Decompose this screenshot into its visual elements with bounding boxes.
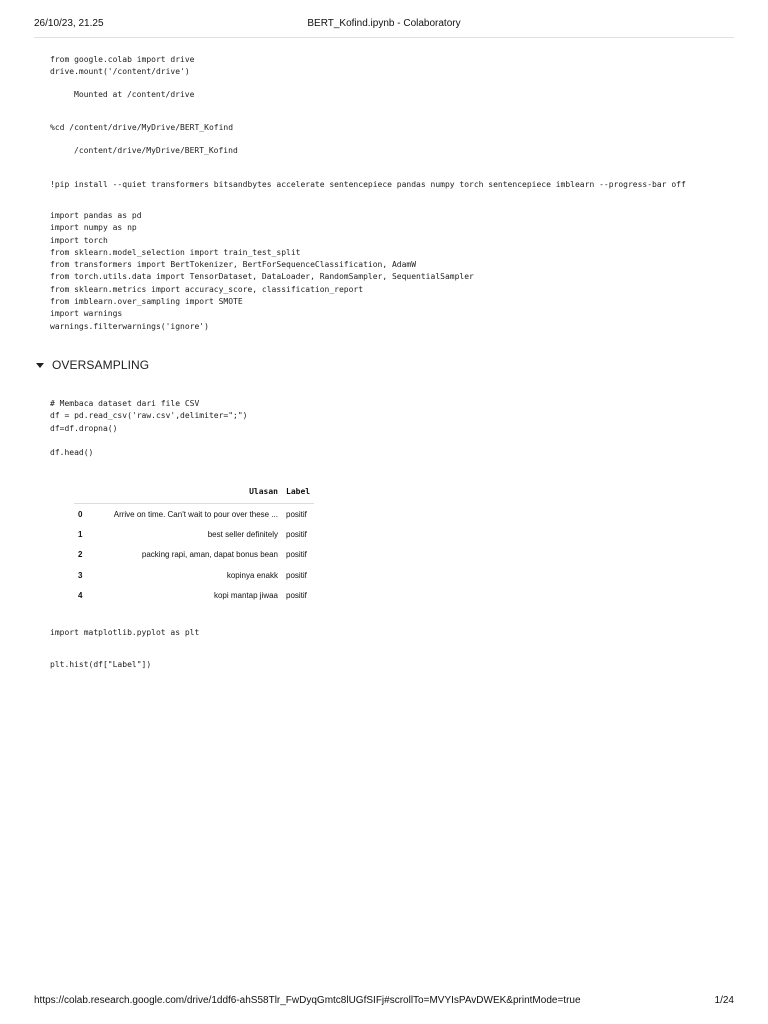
row-index: 0 [74, 504, 96, 525]
table-row [74, 524, 314, 544]
dataframe-output-table [74, 485, 314, 605]
code-cell-cd[interactable]: %cd /content/drive/MyDrive/BERT_Kofind [50, 123, 234, 132]
table-row [74, 565, 314, 585]
page-number: 1/24 [714, 995, 734, 1006]
cell-ulasan: kopinya enakk [226, 570, 278, 580]
cell-label: positif [282, 545, 314, 565]
code-cell-mount[interactable]: from google.colab import drive drive.mount('/content/drive') [50, 55, 195, 77]
cell-label: positif [286, 570, 307, 580]
row-index: 3 [78, 570, 83, 580]
collapse-caret-icon[interactable] [36, 363, 44, 368]
row-index: 1 [78, 529, 83, 539]
section-header-oversampling[interactable] [36, 357, 149, 373]
cell-ulasan: Arrive on time. Can't wait to pour over these ... [96, 504, 282, 525]
cell-label: positif [282, 504, 314, 525]
output-mount: Mounted at /content/drive [74, 90, 195, 99]
print-datetime: 26/10/23, 21.25 [34, 18, 104, 29]
code-cell-hist[interactable]: plt.hist(df["Label"]) [50, 660, 152, 669]
index-header [74, 485, 96, 504]
table-row [74, 504, 314, 525]
cell-label: positif [286, 529, 307, 539]
code-cell-head[interactable]: df.head() [50, 448, 94, 457]
column-header-label: Label [282, 485, 314, 504]
code-cell-pip[interactable]: !pip install --quiet transformers bitsandbytes accelerate sentencepiece pandas numpy torch sentencepiece imblearn --progress-bar off [50, 180, 686, 189]
cell-label: positif [282, 585, 314, 605]
cell-ulasan: best seller definitely [207, 529, 278, 539]
section-title: OVERSAMPLING [52, 358, 150, 372]
row-index: 2 [74, 545, 96, 565]
output-cd: /content/drive/MyDrive/BERT_Kofind [74, 146, 238, 155]
header-divider [34, 37, 734, 38]
document-title: BERT_Kofind.ipynb - Colaboratory [307, 18, 461, 29]
cell-ulasan: kopi mantap jiwaa [96, 585, 282, 605]
column-header-ulasan: Ulasan [96, 485, 282, 504]
code-cell-matplotlib[interactable]: import matplotlib.pyplot as plt [50, 628, 200, 637]
row-index: 4 [74, 585, 96, 605]
table-row [74, 545, 314, 565]
table-row [74, 585, 314, 605]
print-header [34, 18, 734, 32]
print-footer [34, 995, 734, 1009]
code-cell-imports[interactable]: import pandas as pd import numpy as np import torch from sklearn.model_selection import train_test_split from transformers import BertTokenizer, BertForSequenceClassification, AdamW from torch.utils.data import TensorDataset, DataLoader, RandomSampler, SequentialSampler from sklearn.metrics import accuracy_score, classification_report from imblearn.over_sampling import SMOTE import warnings warnings.filterwarnings('ignore') [50, 211, 474, 331]
table-header-row [74, 485, 314, 504]
cell-ulasan: packing rapi, aman, dapat bonus bean [96, 545, 282, 565]
page-url: https://colab.research.google.com/drive/1ddf6-ahS58Tlr_FwDyqGmtc8lUGfSIFj#scrollTo=MVYIsPAvDWEK&printMode=true [34, 995, 581, 1006]
code-cell-read-csv[interactable]: # Membaca dataset dari file CSV df = pd.read_csv('raw.csv',delimiter=";") df=df.dropna() [50, 399, 248, 433]
